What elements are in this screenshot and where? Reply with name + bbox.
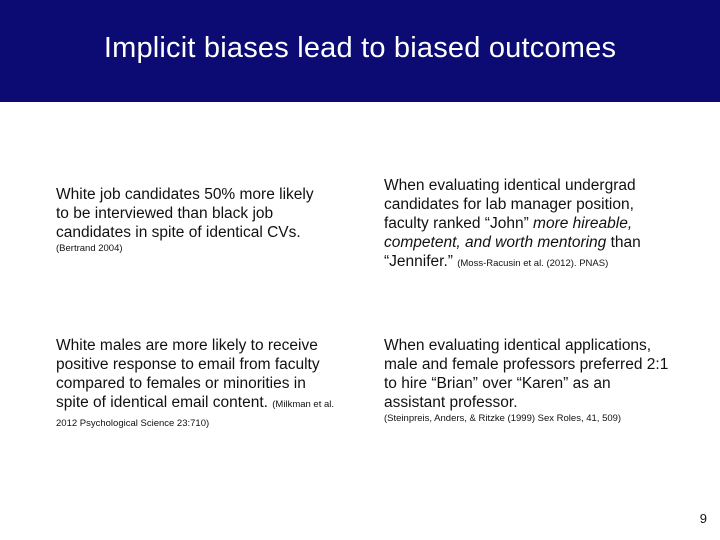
title-bar — [0, 0, 720, 102]
citation: (Moss-Racusin et al. (2012). PNAS) — [457, 258, 609, 269]
citation: (Bertrand 2004) — [56, 243, 123, 254]
slide-title: Implicit biases lead to biased outcomes — [103, 31, 617, 64]
finding-text: When evaluating identical applications, male and female professors preferred 2:1 to hire “Brian” over “Karen” as an assistant professor. — [384, 337, 669, 411]
finding-professor-hiring — [384, 336, 674, 425]
page-number: 9 — [699, 511, 707, 526]
finding-email-response — [56, 336, 336, 431]
finding-text: When evaluating identical undergrad candidates for lab manager position, faculty ranked “John” — [384, 177, 636, 232]
finding-lab-manager — [384, 176, 674, 271]
finding-text: White males are more likely to receive positive response to email from faculty compared to females or minorities in spite of identical email content. — [56, 337, 320, 411]
finding-text-emphasis: more hireable, competent, and worth mentoring — [384, 215, 633, 251]
finding-text-end: than “Jennifer.” — [384, 234, 641, 270]
finding-text: White job candidates 50% more likely to be interviewed than black job candidates in spite of identical CVs. — [56, 186, 314, 241]
finding-interview-callbacks — [56, 185, 326, 255]
citation: (Milkman et al. 2012 Psychological Science 23:710) — [56, 399, 335, 429]
citation: (Steinpreis, Anders, & Ritzke (1999) Sex Roles, 41, 509) — [384, 413, 622, 424]
